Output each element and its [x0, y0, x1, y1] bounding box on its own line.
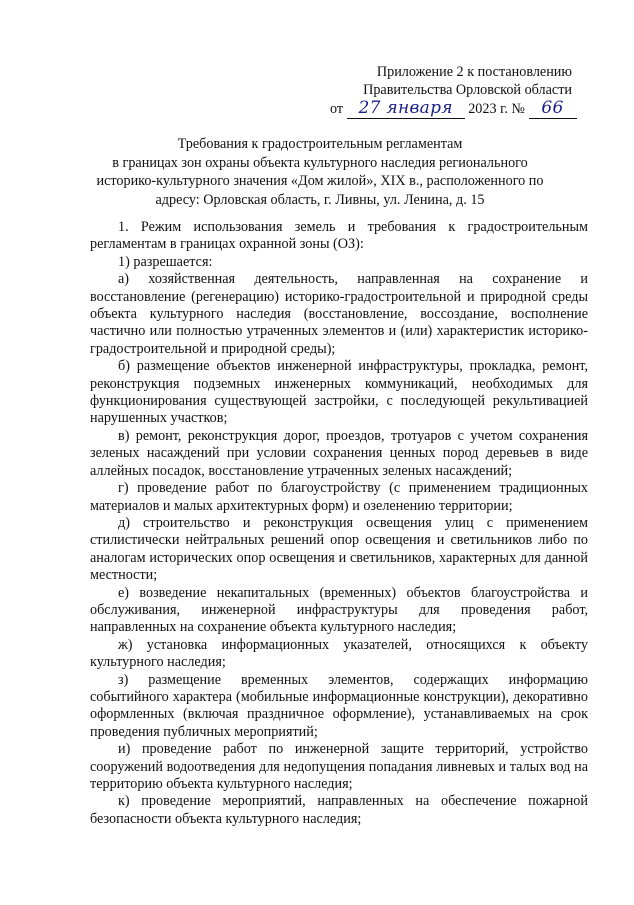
- document-title: [80, 135, 560, 209]
- title-line: адресу: Орловская область, г. Ливны, ул. Ленина, д. 15: [155, 191, 485, 208]
- document-body: [90, 219, 588, 828]
- appendix-date-line: [330, 98, 577, 119]
- handwritten-date: 27 января: [347, 98, 465, 119]
- appendix-header-line2: Правительства Орловской области: [363, 82, 572, 98]
- paragraph-allowed: 1) разрешается:: [118, 253, 213, 270]
- paragraph-item-a: а) хозяйственная деятельность, направленная на сохранение и восстановление (регенерацию) историко-градостроительной и природной среды объекта культурного наследия (восстановление, воссоздание, восполнение частично или полностью утраченных элементов и (или) характеристик историко-градостроительной и природной среды);: [90, 271, 588, 357]
- date-year: 2023 г. №: [468, 101, 525, 117]
- date-prefix: от: [330, 101, 344, 117]
- paragraph-item-zh: ж) установка информационных указателей, относящихся к объекту культурного наследия;: [90, 636, 588, 671]
- handwritten-number: 66: [529, 98, 577, 119]
- title-line: в границах зон охраны объекта культурного наследия регионального: [112, 154, 528, 171]
- title-line: историко-культурного значения «Дом жилой», XIX в., расположенного по: [96, 173, 544, 190]
- paragraph-item-e: е) возведение некапитальных (временных) объектов благоустройства и обслуживания, инженерной инфраструктуры для проведения работ, направленных на сохранение объекта культурного наследия;: [90, 584, 588, 636]
- paragraph-item-v: в) ремонт, реконструкция дорог, проездов, тротуаров с учетом сохранения зеленых насаждений при условии сохранения ценных пород деревьев в виде аллейных посадок, восстановление утраченных зеленых насаждений;: [90, 427, 588, 479]
- title-line: Требования к градостроительным регламентам: [177, 136, 463, 152]
- paragraph-item-z: з) размещение временных элементов, содержащих информацию событийного характера (мобильные информационные конструкции), декоративно оформленных (включая праздничное оформление), устанавливаемых на срок проведения публичных мероприятий;: [90, 671, 588, 740]
- paragraph-item-d: д) строительство и реконструкция освещения улиц с применением стилистически нейтральных решений опор освещения и светильников либо по аналогам исторических опор освещения и светильников, характерных для данной местности;: [90, 514, 588, 584]
- paragraph-section-1: 1. Режим использования земель и требования к градостроительным регламентам в границах охранной зоны (ОЗ):: [90, 219, 588, 253]
- paragraph-item-k: к) проведение мероприятий, направленных на обеспечение пожарной безопасности объекта культурного наследия;: [90, 793, 588, 827]
- paragraph-item-i: и) проведение работ по инженерной защите территорий, устройство сооружений водоотведения для недопущения попадания ливневых и талых вод на территорию объекта культурного наследия;: [90, 741, 588, 792]
- paragraph-item-g: г) проведение работ по благоустройству (с применением традиционных материалов и малых архитектурных форм) и озеленению территории;: [90, 480, 588, 514]
- paragraph-item-b: б) размещение объектов инженерной инфраструктуры, прокладка, ремонт, реконструкция подземных инженерных коммуникаций, необходимых для функционирования существующей застройки, с последующей рекультивацией нарушенных участков;: [90, 358, 588, 427]
- appendix-header-line1: Приложение 2 к постановлению: [376, 64, 572, 80]
